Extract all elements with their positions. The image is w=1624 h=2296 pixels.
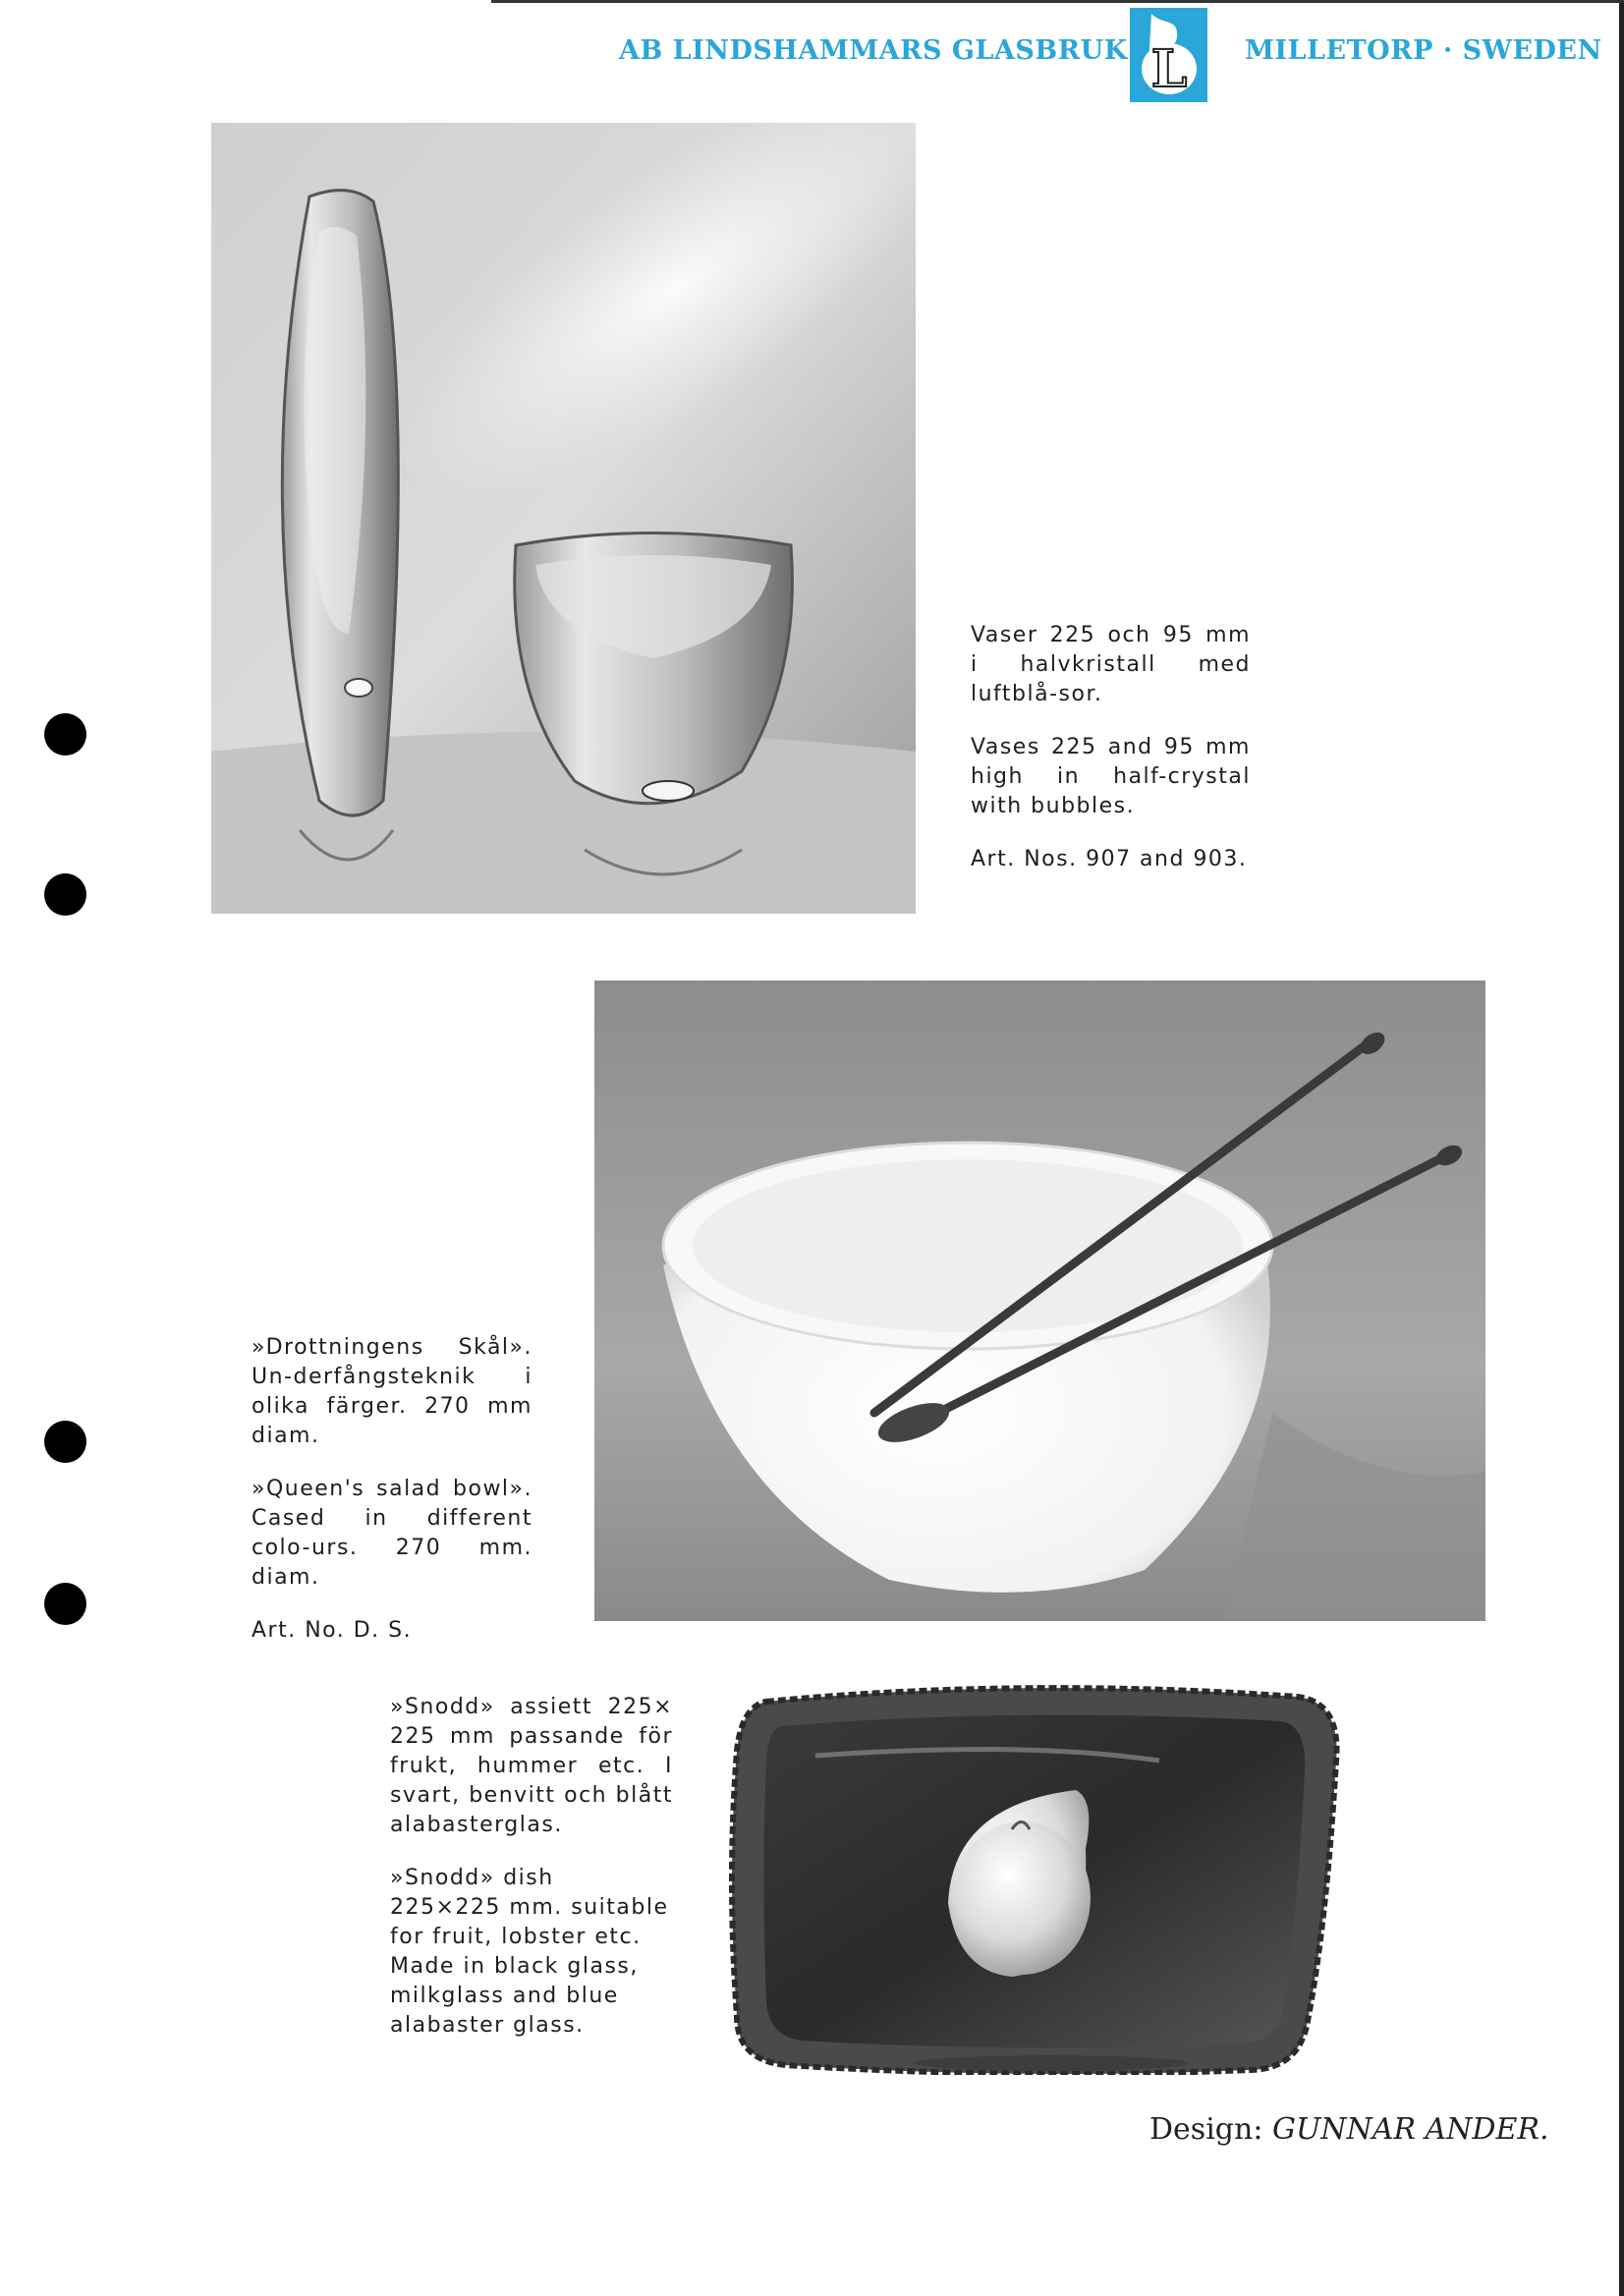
punch-hole (44, 873, 86, 916)
design-label: Design: (1149, 2112, 1263, 2147)
bowl-caption-english: »Queen's salad bowl». Cased in different colo-urs. 270 mm. diam. (252, 1477, 532, 1590)
bowl-caption-swedish: »Drottningens Skål». Un-derfångsteknik i olika färger. 270 mm diam. (252, 1335, 532, 1448)
page-edge (1619, 0, 1624, 2296)
punch-hole (44, 1421, 86, 1463)
punch-hole (44, 713, 86, 756)
company-location: MILLETORP · SWEDEN (1245, 35, 1602, 66)
punch-hole (44, 1583, 86, 1625)
dish-caption (390, 1693, 673, 2064)
dish-caption-english: »Snodd» dish 225×225 mm. suitable for fruit, lobster etc. Made in black glass, milkglass and blue alabaster glass. (390, 1866, 669, 2038)
bowl-art-number: Art. No. D. S. (252, 1618, 413, 1643)
logo-letter: L (1150, 39, 1188, 99)
company-name: AB LINDSHAMMARS GLASBRUK (619, 35, 1128, 66)
vases-photo (211, 123, 916, 914)
bowl-caption (252, 1333, 532, 1669)
designer-name: GUNNAR ANDER. (1271, 2112, 1549, 2147)
design-credit (1149, 2112, 1549, 2147)
dish-caption-swedish: »Snodd» assiett 225× 225 mm passande för frukt, hummer etc. I svart, benvitt och blått alabasterglas. (390, 1695, 673, 1837)
dish-photo (727, 1682, 1344, 2075)
page-top-edge (491, 0, 1624, 3)
vases-caption-swedish: Vaser 225 och 95 mm i halvkristall med luftblå-sor. (971, 623, 1251, 706)
vases-caption (971, 621, 1251, 898)
vases-art-number: Art. Nos. 907 and 903. (971, 847, 1248, 871)
vases-caption-english: Vases 225 and 95 mm high in half-crystal with bubbles. (971, 735, 1251, 818)
bowl-photo (594, 980, 1485, 1621)
lindshammar-logo (1130, 8, 1207, 102)
